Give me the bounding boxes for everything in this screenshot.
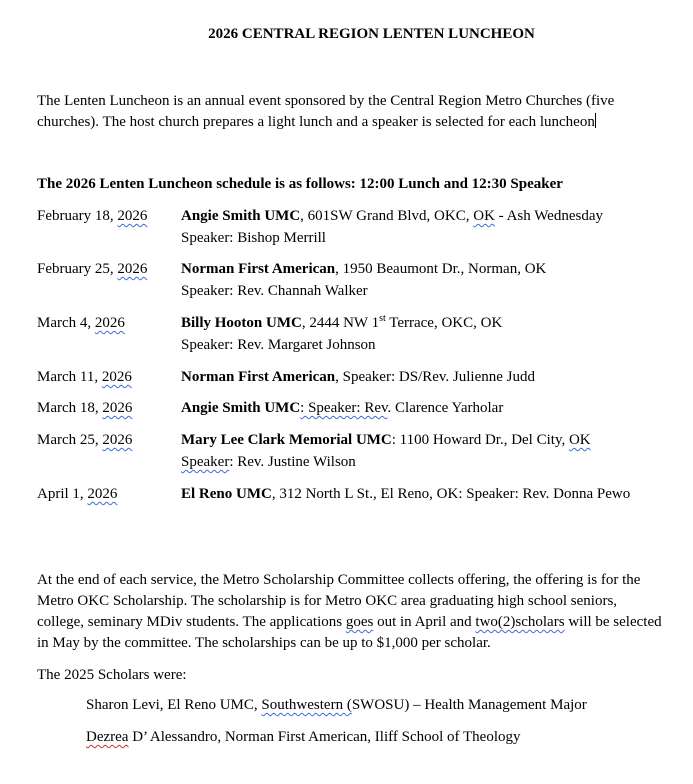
date-year: 2026 bbox=[117, 208, 148, 224]
scholar-details: D’ Alessandro, Norman First American, Iliff School of Theology bbox=[128, 729, 521, 745]
state-abbr: OK bbox=[473, 208, 495, 224]
schedule-date bbox=[37, 483, 117, 505]
scholar-name: Sharon Levi, El Reno UMC, bbox=[86, 697, 262, 713]
speaker-line: Speaker: Bishop Merrill bbox=[181, 230, 326, 246]
speaker-line: , Speaker: DS/Rev. Julienne Judd bbox=[335, 369, 535, 385]
date-year: 2026 bbox=[102, 400, 133, 416]
page-title: 2026 CENTRAL REGION LENTEN LUNCHEON bbox=[208, 26, 535, 42]
schedule-date bbox=[37, 397, 132, 419]
schedule-details bbox=[181, 483, 663, 505]
schedule-details bbox=[181, 205, 663, 249]
date-year: 2026 bbox=[102, 432, 133, 448]
scholarship-text-mid: out in April and bbox=[373, 614, 476, 630]
date-year: 2026 bbox=[101, 369, 132, 385]
speaker-label: : Speaker: Rev bbox=[300, 400, 388, 416]
scholars-intro: The 2025 Scholars were: bbox=[37, 667, 187, 683]
schedule-date bbox=[37, 366, 132, 388]
schedule-row bbox=[37, 397, 677, 419]
church-name: Norman First American bbox=[181, 261, 336, 277]
schedule-details bbox=[181, 397, 663, 419]
schedule-heading: The 2026 Lenten Luncheon schedule is as follows: 12:00 Lunch and 12:30 Speaker bbox=[37, 176, 563, 192]
scholar-school: Southwestern ( bbox=[261, 697, 352, 713]
schedule-row bbox=[37, 258, 677, 302]
scholarship-text: At the end of each service, the Metro Scholarship Committee collects offering, the offering is for the Metro OKC Scholarship. The scholarship is for Metro OKC area graduating high school seniors, college, seminary MDiv students. The applications bbox=[37, 572, 641, 630]
schedule-date bbox=[37, 258, 147, 280]
scholarship-paragraph bbox=[37, 570, 667, 654]
schedule-details bbox=[181, 312, 663, 356]
speaker-name: . Clarence Yarholar bbox=[387, 400, 504, 416]
church-name: El Reno UMC bbox=[181, 486, 272, 502]
schedule-details bbox=[181, 429, 663, 473]
schedule-date bbox=[37, 429, 132, 451]
date-text: February 25, bbox=[37, 261, 118, 277]
intro-paragraph bbox=[37, 91, 669, 133]
church-address: , 312 North L St., El Reno, OK: Speaker: Rev. Donna Pewo bbox=[271, 486, 631, 502]
scholarship-text-end: will be selected in May by the committee. The scholarships can be up to $1,000 per scholar. bbox=[37, 614, 662, 651]
church-address: , 2444 NW 1 bbox=[301, 315, 380, 331]
date-text: March 4, bbox=[37, 315, 95, 331]
scholar-entry bbox=[86, 729, 521, 746]
church-address: , 601SW Grand Blvd, OKC, bbox=[300, 208, 474, 224]
scholar-major: SWOSU) – Health Management Major bbox=[351, 697, 587, 713]
schedule-date bbox=[37, 205, 147, 227]
date-text: February 18, bbox=[37, 208, 118, 224]
intro-text: The Lenten Luncheon is an annual event sponsored by the Central Region Metro Churches (five churches). The host church prepares a light lunch and a speaker is selected for each luncheon bbox=[37, 93, 615, 130]
text-cursor bbox=[595, 113, 596, 128]
schedule-row bbox=[37, 366, 677, 388]
schedule-row bbox=[37, 205, 677, 249]
grammar-flag-two-scholars: two(2)scholars bbox=[475, 614, 565, 630]
date-text: April 1, bbox=[37, 486, 88, 502]
date-text: March 11, bbox=[37, 369, 102, 385]
grammar-flag-goes: goes bbox=[345, 614, 374, 630]
schedule-row bbox=[37, 483, 677, 527]
schedule-row bbox=[37, 429, 677, 473]
church-address: : 1100 Howard Dr., Del City, bbox=[391, 432, 569, 448]
church-address-rest: Terrace, OKC, OK bbox=[385, 315, 503, 331]
ordinal-suffix: st bbox=[379, 313, 386, 324]
church-name: Mary Lee Clark Memorial UMC bbox=[181, 432, 392, 448]
speaker-line: Speaker: Rev. Margaret Johnson bbox=[181, 337, 376, 353]
church-name: Angie Smith UMC bbox=[181, 208, 301, 224]
church-note: - Ash Wednesday bbox=[494, 208, 603, 224]
date-year: 2026 bbox=[117, 261, 148, 277]
state-abbr: OK bbox=[568, 432, 591, 448]
speaker-line: : Rev. Justine Wilson bbox=[229, 454, 356, 470]
church-name: Billy Hooton UMC bbox=[181, 315, 302, 331]
church-name: Norman First American bbox=[181, 369, 336, 385]
date-year: 2026 bbox=[87, 486, 118, 502]
schedule-row bbox=[37, 312, 677, 356]
schedule-details bbox=[181, 366, 663, 388]
date-text: March 18, bbox=[37, 400, 103, 416]
scholar-entry bbox=[86, 697, 587, 714]
church-address: , 1950 Beaumont Dr., Norman, OK bbox=[335, 261, 547, 277]
date-year: 2026 bbox=[94, 315, 125, 331]
scholar-first-name: Dezrea bbox=[86, 729, 129, 745]
church-name: Angie Smith UMC bbox=[181, 400, 301, 416]
speaker-label: Speaker bbox=[181, 454, 230, 470]
date-text: March 25, bbox=[37, 432, 103, 448]
schedule-details bbox=[181, 258, 663, 302]
schedule-date bbox=[37, 312, 125, 334]
speaker-line: Speaker: Rev. Channah Walker bbox=[181, 283, 368, 299]
